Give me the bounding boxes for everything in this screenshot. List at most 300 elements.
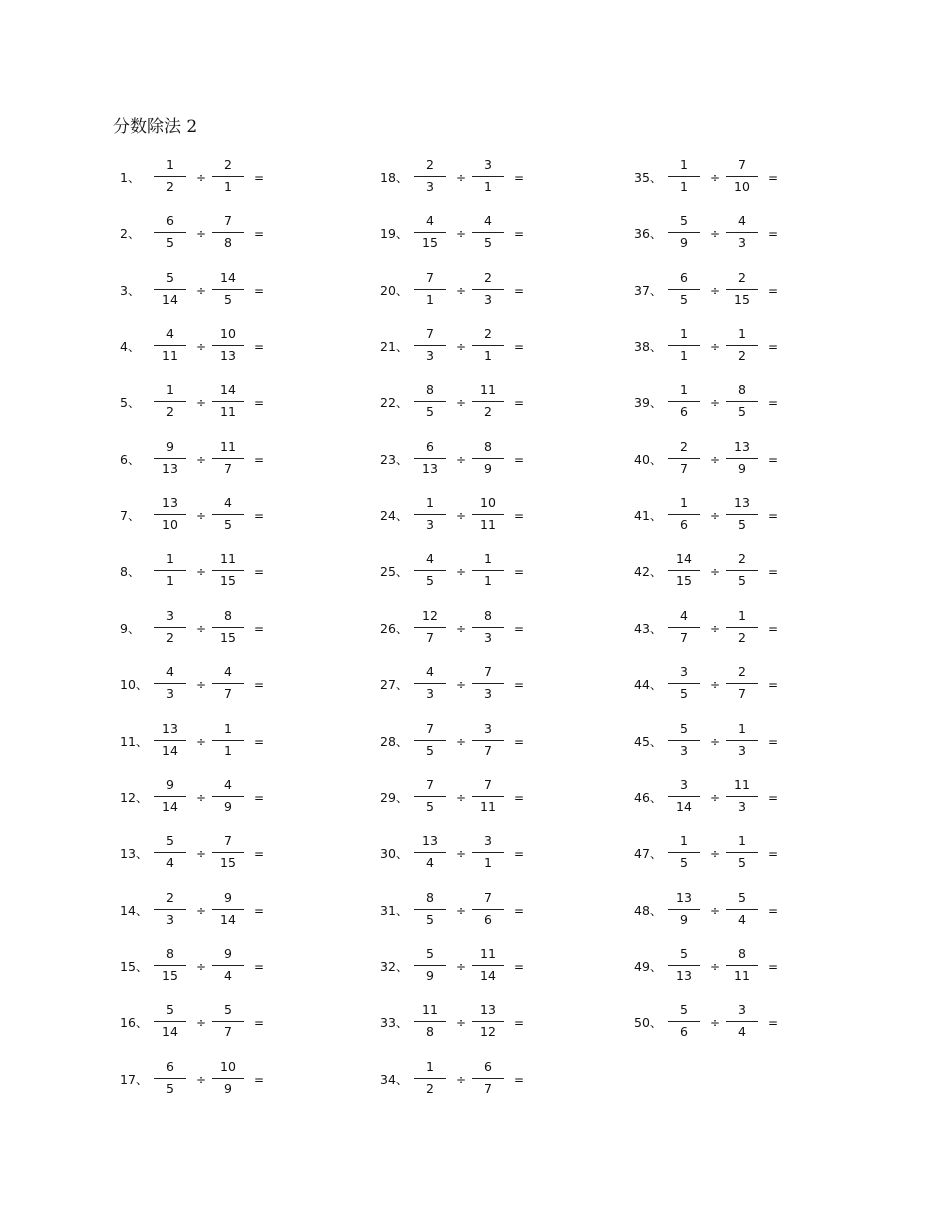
fraction-bar [414,289,446,290]
numerator: 5 [680,1002,688,1018]
equals-sign: = [768,283,779,298]
problem-number: 16、 [120,1015,149,1031]
denominator: 14 [676,798,692,814]
numerator: 1 [166,382,174,398]
fraction-bar [154,176,186,177]
denominator: 5 [680,855,688,871]
denominator: 15 [422,235,438,251]
numerator: 7 [426,720,434,736]
problem-number: 20、 [380,282,409,298]
divide-sign: ÷ [196,621,207,636]
fraction-bar [668,401,700,402]
divisor-fraction [472,777,504,821]
fraction-bar [154,627,186,628]
fraction-bar [472,232,504,233]
denominator: 15 [734,291,750,307]
fraction-bar [668,345,700,346]
problem-number: 10、 [120,677,149,693]
fraction-bar [726,796,758,797]
numerator: 4 [484,213,492,229]
dividend-fraction [154,946,186,990]
dividend-fraction [154,608,186,652]
numerator: 3 [680,664,688,680]
fraction-bar [726,965,758,966]
denominator: 3 [166,911,174,927]
numerator: 14 [220,269,236,285]
divide-sign: ÷ [196,1072,207,1087]
fraction-bar [414,796,446,797]
fraction-bar [472,570,504,571]
denominator: 5 [426,911,434,927]
equals-sign: = [254,678,265,693]
divisor-fraction [726,946,758,990]
numerator: 1 [680,157,688,172]
divide-sign: ÷ [710,959,721,974]
problem-number: 31、 [380,902,409,918]
dividend-fraction [414,833,446,877]
denominator: 3 [426,686,434,702]
divisor-fraction [472,551,504,595]
numerator: 3 [166,607,174,623]
numerator: 5 [166,833,174,849]
denominator: 5 [224,291,232,307]
dividend-fraction [154,833,186,877]
divisor-fraction [212,777,244,821]
numerator: 10 [220,1058,236,1074]
divide-sign: ÷ [710,171,721,185]
equals-sign: = [254,171,265,185]
divisor-fraction [212,326,244,370]
equals-sign: = [768,734,779,749]
divisor-fraction [472,157,504,201]
denominator: 15 [220,629,236,645]
equals-sign: = [514,959,525,974]
divisor-fraction [212,833,244,877]
divide-sign: ÷ [710,565,721,580]
equals-sign: = [768,340,779,355]
numerator: 7 [224,833,232,849]
divide-sign: ÷ [196,283,207,298]
numerator: 1 [738,720,746,736]
problem-number: 13、 [120,846,149,862]
numerator: 1 [224,720,232,736]
denominator: 5 [484,235,492,251]
dividend-fraction [668,270,700,314]
equals-sign: = [514,565,525,580]
denominator: 5 [166,1080,174,1096]
numerator: 1 [484,551,492,567]
divide-sign: ÷ [456,396,467,411]
denominator: 9 [224,1080,232,1096]
fraction-bar [212,458,244,459]
problem-number: 50、 [634,1015,663,1031]
fraction-bar [154,458,186,459]
numerator: 4 [166,326,174,342]
problem-number: 39、 [634,395,663,411]
divisor-fraction [212,946,244,990]
numerator: 1 [426,1058,434,1074]
divide-sign: ÷ [710,452,721,467]
fraction-bar [414,1078,446,1079]
dividend-fraction [668,777,700,821]
denominator: 4 [166,855,174,871]
denominator: 9 [738,460,746,476]
numerator: 4 [426,213,434,229]
denominator: 5 [426,573,434,589]
divide-sign: ÷ [456,452,467,467]
equals-sign: = [768,621,779,636]
denominator: 3 [484,291,492,307]
numerator: 2 [166,889,174,905]
divisor-fraction [472,890,504,934]
denominator: 3 [484,629,492,645]
numerator: 8 [738,945,746,961]
denominator: 5 [738,517,746,533]
fraction-bar [212,683,244,684]
fraction-bar [154,514,186,515]
denominator: 7 [426,629,434,645]
equals-sign: = [514,678,525,693]
denominator: 13 [162,460,178,476]
fraction-bar [668,570,700,571]
fraction-bar [472,683,504,684]
numerator: 13 [734,495,750,511]
denominator: 2 [484,404,492,420]
numerator: 14 [676,551,692,567]
fraction-bar [154,401,186,402]
dividend-fraction [668,608,700,652]
fraction-bar [414,740,446,741]
fraction-bar [154,570,186,571]
divide-sign: ÷ [196,509,207,524]
denominator: 14 [162,1024,178,1040]
denominator: 9 [680,235,688,251]
numerator: 2 [484,326,492,342]
equals-sign: = [514,734,525,749]
denominator: 5 [224,517,232,533]
dividend-fraction [414,890,446,934]
numerator: 8 [426,889,434,905]
divide-sign: ÷ [710,678,721,693]
divisor-fraction [726,1002,758,1046]
denominator: 5 [166,235,174,251]
divide-sign: ÷ [196,847,207,862]
divide-sign: ÷ [456,283,467,298]
equals-sign: = [514,396,525,411]
fraction-bar [726,852,758,853]
divisor-fraction [472,213,504,257]
problem-number: 36、 [634,226,663,242]
divisor-fraction [726,382,758,426]
numerator: 9 [224,889,232,905]
divide-sign: ÷ [456,171,467,185]
divide-sign: ÷ [710,227,721,242]
numerator: 14 [220,382,236,398]
divisor-fraction [212,551,244,595]
fraction-bar [154,965,186,966]
divide-sign: ÷ [456,340,467,355]
denominator: 4 [738,911,746,927]
fraction-bar [726,176,758,177]
fraction-bar [414,232,446,233]
fraction-bar [212,345,244,346]
denominator: 13 [220,348,236,364]
problem-number: 28、 [380,733,409,749]
equals-sign: = [254,509,265,524]
numerator: 7 [426,776,434,792]
fraction-bar [668,176,700,177]
divide-sign: ÷ [196,790,207,805]
numerator: 13 [162,720,178,736]
dividend-fraction [668,439,700,483]
fraction-bar [726,458,758,459]
denominator: 14 [162,291,178,307]
equals-sign: = [514,452,525,467]
equals-sign: = [254,227,265,242]
divisor-fraction [726,495,758,539]
denominator: 5 [738,855,746,871]
divisor-fraction [726,439,758,483]
numerator: 11 [480,945,496,961]
dividend-fraction [414,608,446,652]
dividend-fraction [154,495,186,539]
divisor-fraction [212,608,244,652]
denominator: 8 [426,1024,434,1040]
fraction-bar [668,740,700,741]
divide-sign: ÷ [456,734,467,749]
equals-sign: = [254,452,265,467]
denominator: 11 [162,348,178,364]
fraction-bar [212,852,244,853]
numerator: 5 [166,1002,174,1018]
denominator: 3 [426,517,434,533]
divide-sign: ÷ [710,790,721,805]
divide-sign: ÷ [456,847,467,862]
divide-sign: ÷ [456,1072,467,1087]
dividend-fraction [154,551,186,595]
denominator: 11 [480,798,496,814]
denominator: 5 [426,404,434,420]
numerator: 8 [738,382,746,398]
divisor-fraction [212,213,244,257]
dividend-fraction [668,664,700,708]
denominator: 1 [680,348,688,364]
problem-number: 3、 [120,282,141,298]
divide-sign: ÷ [456,621,467,636]
numerator: 6 [166,213,174,229]
dividend-fraction [154,1002,186,1046]
fraction-bar [212,1021,244,1022]
fraction-bar [212,627,244,628]
fraction-bar [668,965,700,966]
divisor-fraction [726,890,758,934]
denominator: 3 [426,179,434,194]
numerator: 2 [680,438,688,454]
problem-number: 34、 [380,1071,409,1087]
fraction-bar [212,289,244,290]
divide-sign: ÷ [196,959,207,974]
numerator: 7 [738,157,746,172]
dividend-fraction [668,946,700,990]
divide-sign: ÷ [710,847,721,862]
numerator: 1 [680,495,688,511]
denominator: 1 [484,855,492,871]
problem-number: 5、 [120,395,141,411]
numerator: 9 [166,776,174,792]
equals-sign: = [514,227,525,242]
fraction-bar [668,458,700,459]
fraction-bar [472,740,504,741]
denominator: 9 [680,911,688,927]
equals-sign: = [514,1016,525,1031]
dividend-fraction [668,382,700,426]
dividend-fraction [154,382,186,426]
fraction-bar [472,909,504,910]
denominator: 6 [680,517,688,533]
numerator: 3 [680,776,688,792]
dividend-fraction [414,495,446,539]
fraction-bar [726,627,758,628]
denominator: 5 [738,573,746,589]
equals-sign: = [768,396,779,411]
numerator: 1 [738,326,746,342]
denominator: 15 [220,573,236,589]
fraction-bar [472,458,504,459]
denominator: 15 [676,573,692,589]
problem-number: 24、 [380,508,409,524]
numerator: 11 [220,438,236,454]
denominator: 11 [480,517,496,533]
equals-sign: = [514,1072,525,1087]
dividend-fraction [668,326,700,370]
divisor-fraction [212,439,244,483]
numerator: 11 [734,776,750,792]
fraction-bar [472,852,504,853]
divisor-fraction [212,1002,244,1046]
numerator: 7 [484,889,492,905]
fraction-bar [726,909,758,910]
divide-sign: ÷ [456,227,467,242]
fraction-bar [668,232,700,233]
denominator: 1 [680,179,688,194]
denominator: 7 [680,460,688,476]
numerator: 11 [480,382,496,398]
problem-number: 17、 [120,1071,149,1087]
numerator: 1 [166,157,174,172]
denominator: 2 [426,1080,434,1096]
numerator: 4 [224,776,232,792]
denominator: 4 [738,1024,746,1040]
numerator: 4 [426,664,434,680]
divide-sign: ÷ [196,452,207,467]
dividend-fraction [154,270,186,314]
equals-sign: = [514,790,525,805]
denominator: 7 [484,1080,492,1096]
dividend-fraction [414,1002,446,1046]
fraction-bar [472,796,504,797]
numerator: 4 [166,664,174,680]
numerator: 6 [484,1058,492,1074]
divisor-fraction [726,213,758,257]
fraction-bar [726,1021,758,1022]
numerator: 3 [738,1002,746,1018]
fraction-bar [154,740,186,741]
fraction-bar [668,289,700,290]
fraction-bar [212,796,244,797]
fraction-bar [154,289,186,290]
dividend-fraction [414,1059,446,1103]
fraction-bar [212,909,244,910]
dividend-fraction [668,213,700,257]
numerator: 13 [480,1002,496,1018]
problem-number: 40、 [634,451,663,467]
denominator: 15 [220,855,236,871]
denominator: 2 [166,179,174,194]
fraction-bar [668,852,700,853]
numerator: 3 [484,720,492,736]
divisor-fraction [472,326,504,370]
worksheet-title: 分数除法 2 [113,117,198,137]
fraction-bar [414,401,446,402]
divide-sign: ÷ [710,509,721,524]
numerator: 2 [224,157,232,172]
dividend-fraction [154,213,186,257]
fraction-bar [414,852,446,853]
divisor-fraction [726,664,758,708]
denominator: 13 [422,460,438,476]
numerator: 2 [484,269,492,285]
divide-sign: ÷ [196,396,207,411]
equals-sign: = [254,1072,265,1087]
fraction-bar [668,909,700,910]
numerator: 1 [166,551,174,567]
fraction-bar [726,570,758,571]
equals-sign: = [514,340,525,355]
fraction-bar [668,514,700,515]
fraction-bar [668,683,700,684]
numerator: 12 [422,607,438,623]
denominator: 14 [220,911,236,927]
problem-number: 48、 [634,902,663,918]
fraction-bar [154,683,186,684]
divisor-fraction [212,157,244,201]
numerator: 5 [738,889,746,905]
numerator: 10 [480,495,496,511]
fraction-bar [414,627,446,628]
problem-number: 14、 [120,902,149,918]
fraction-bar [212,740,244,741]
numerator: 1 [680,326,688,342]
denominator: 3 [484,686,492,702]
equals-sign: = [768,903,779,918]
divisor-fraction [472,664,504,708]
numerator: 7 [426,326,434,342]
numerator: 5 [426,945,434,961]
numerator: 11 [220,551,236,567]
divisor-fraction [472,1002,504,1046]
fraction-bar [212,1078,244,1079]
numerator: 4 [224,664,232,680]
problem-number: 26、 [380,620,409,636]
denominator: 6 [680,404,688,420]
fraction-bar [154,852,186,853]
numerator: 8 [426,382,434,398]
dividend-fraction [154,777,186,821]
fraction-bar [414,570,446,571]
equals-sign: = [768,678,779,693]
denominator: 9 [224,798,232,814]
divide-sign: ÷ [710,396,721,411]
